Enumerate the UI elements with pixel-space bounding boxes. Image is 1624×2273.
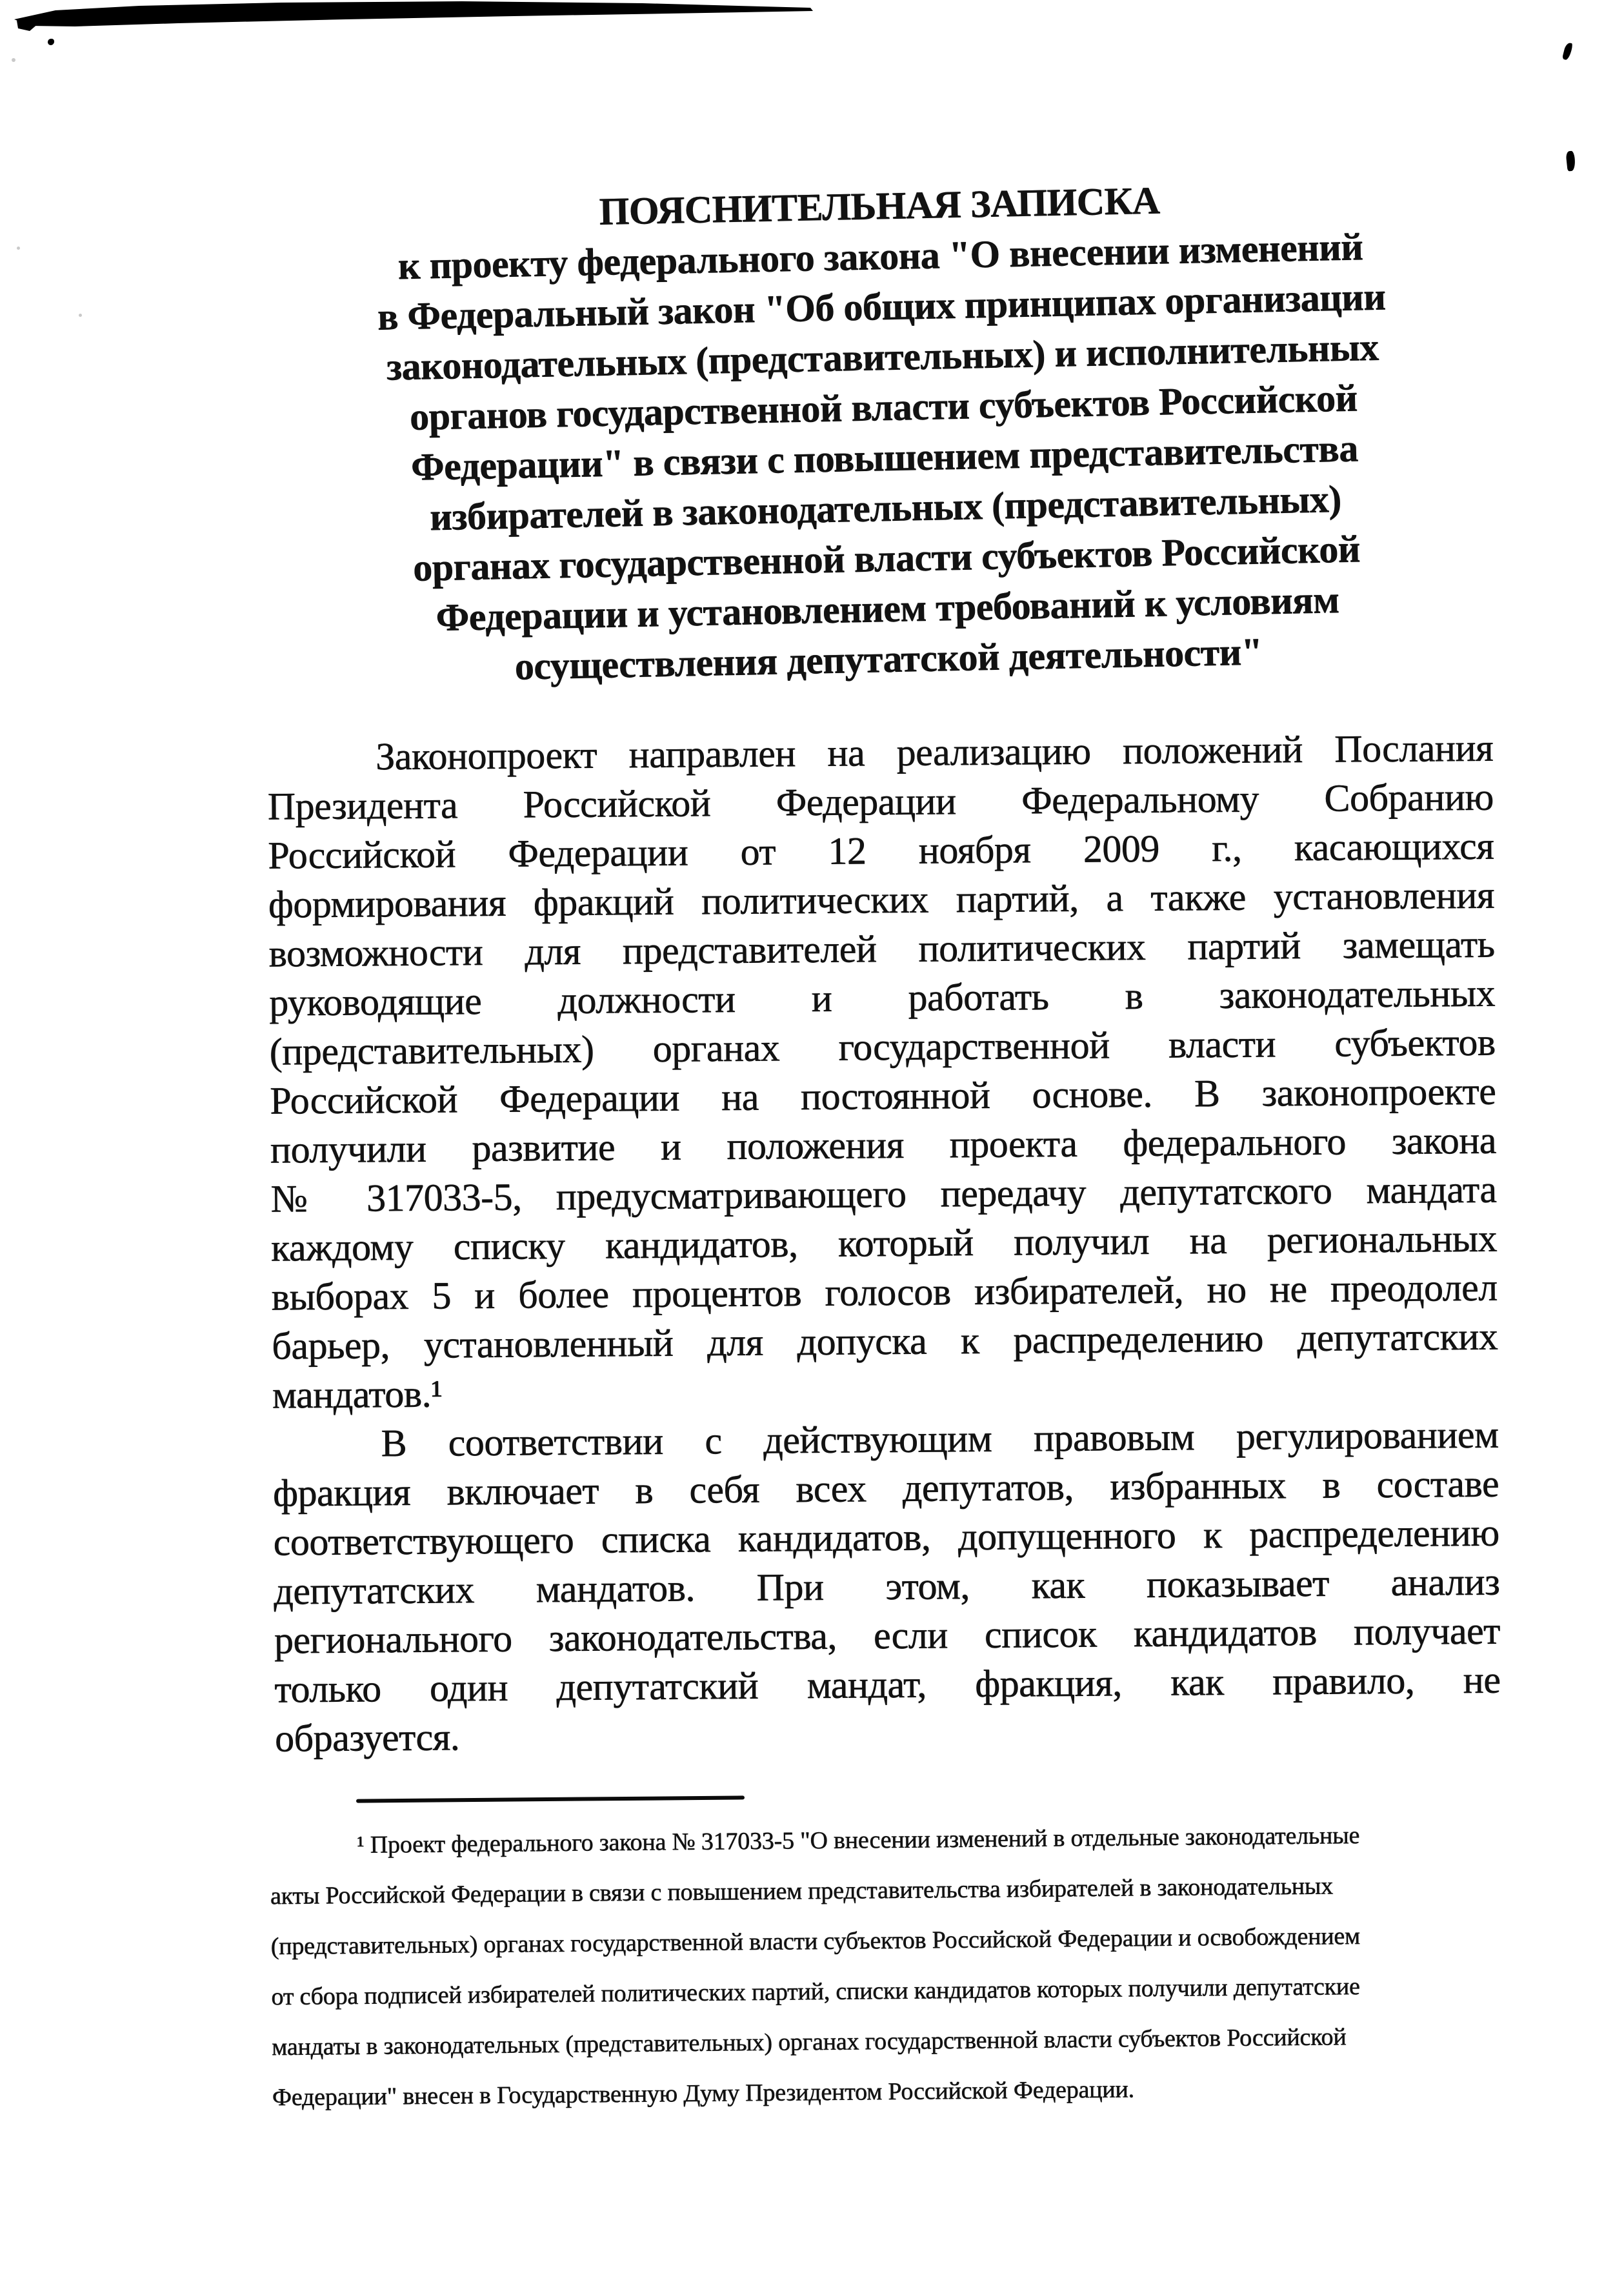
footnote-line: акты Российской Федерации в связи с повышением представительства избирателей в законодательных: [270, 1872, 1334, 1910]
body-line: Российской Федерации на постоянной основе. В законопроекте: [269, 1069, 1496, 1122]
title-line: органов государственной власти субъектов Российской: [409, 376, 1358, 438]
title-line: ПОЯСНИТЕЛЬНАЯ ЗАПИСКА: [598, 179, 1160, 233]
body-line: только один депутатский мандат, фракция, как правило, не: [274, 1658, 1501, 1711]
body-line: получили развитие и положения проекта федерального закона: [270, 1118, 1497, 1171]
footnote-line: ¹ Проект федерального закона № 317033-5 "О внесении изменений в отдельные законодательные: [356, 1821, 1360, 1859]
title-line: органах государственной власти субъектов Российской: [412, 527, 1361, 589]
body-line: Законопроект направлен на реализацию положений Послания: [375, 726, 1494, 778]
title-line: Федерации и установлением требований к условиям: [435, 578, 1339, 639]
scan-artifact-mark: [1565, 150, 1576, 171]
title-line: к проекту федерального закона "О внесении изменений: [397, 225, 1363, 288]
scan-artifact-dot: [48, 39, 54, 45]
body-line: фракция включает в себя всех депутатов, избранных в составе: [272, 1462, 1499, 1515]
body-line: барьер, установленный для допуска к распределению депутатских: [271, 1315, 1498, 1368]
footnote-separator: [356, 1795, 745, 1803]
body-line: выборах 5 и более процентов голосов избирателей, но не преодолел: [271, 1266, 1498, 1318]
body-line: (представительных) органах государственной власти субъектов: [269, 1020, 1496, 1073]
body-line: регионального законодательства, если список кандидатов получает: [274, 1609, 1501, 1662]
title-line: избирателей в законодательных (представительных): [429, 477, 1342, 539]
body-line: депутатских мандатов. При этом, как показывает анализ: [273, 1560, 1500, 1613]
body-line: соответствующего списка кандидатов, допущенного к распределению: [273, 1511, 1499, 1564]
scan-artifact-streak: [10, 1, 836, 32]
scan-artifact-mark: [1562, 42, 1573, 61]
paragraph-2: [272, 1410, 1501, 1763]
title-line: в Федеральный закон "Об общих принципах организации: [377, 275, 1386, 338]
body-line: мандатов.¹: [272, 1372, 443, 1417]
footnote-line: Федерации" внесен в Государственную Думу Президентом Российской Федерации.: [272, 2076, 1134, 2112]
body-line: возможности для представителей политических партий замещать: [268, 922, 1495, 975]
scan-speck: [12, 58, 15, 62]
title-line: законодательных (представительных) и исполнительных: [386, 325, 1379, 389]
title-line: осуществления депутатской деятельности": [514, 630, 1263, 688]
document-body: [267, 723, 1501, 1763]
body-line: образуется.: [274, 1715, 460, 1760]
scan-speck: [17, 247, 20, 250]
body-line: каждому списку кандидатов, который получил на региональных: [270, 1217, 1498, 1269]
body-line: Президента Российской Федерации Федеральному Собранию: [267, 775, 1494, 828]
body-line: руководящие должности и работать в законодательных: [268, 971, 1496, 1024]
body-line: формирования фракций политических партий, а также установления: [268, 873, 1495, 926]
body-line: № 317033-5, предусматривающего передачу депутатского мандата: [270, 1167, 1497, 1220]
body-line: Российской Федерации от 12 ноября 2009 г., касающихся: [267, 824, 1494, 877]
scan-speck: [79, 314, 82, 317]
paragraph-1: [267, 723, 1498, 1420]
footnote-line: (представительных) органах государственной власти субъектов Российской Федерации и освобождением: [270, 1922, 1360, 1961]
body-line: В соответствии с действующим правовым регулированием: [381, 1413, 1499, 1465]
document-title: [266, 168, 1501, 696]
footnote-line: мандаты в законодательных (представительных) органах государственной власти субъектов Российской: [271, 2023, 1347, 2061]
title-line: Федерации" в связи с повышением представительства: [410, 427, 1359, 489]
footnote-line: от сбора подписей избирателей политических партий, списки кандидатов которых получили депутатские: [271, 1972, 1360, 2011]
footnote: [270, 1809, 1498, 2123]
